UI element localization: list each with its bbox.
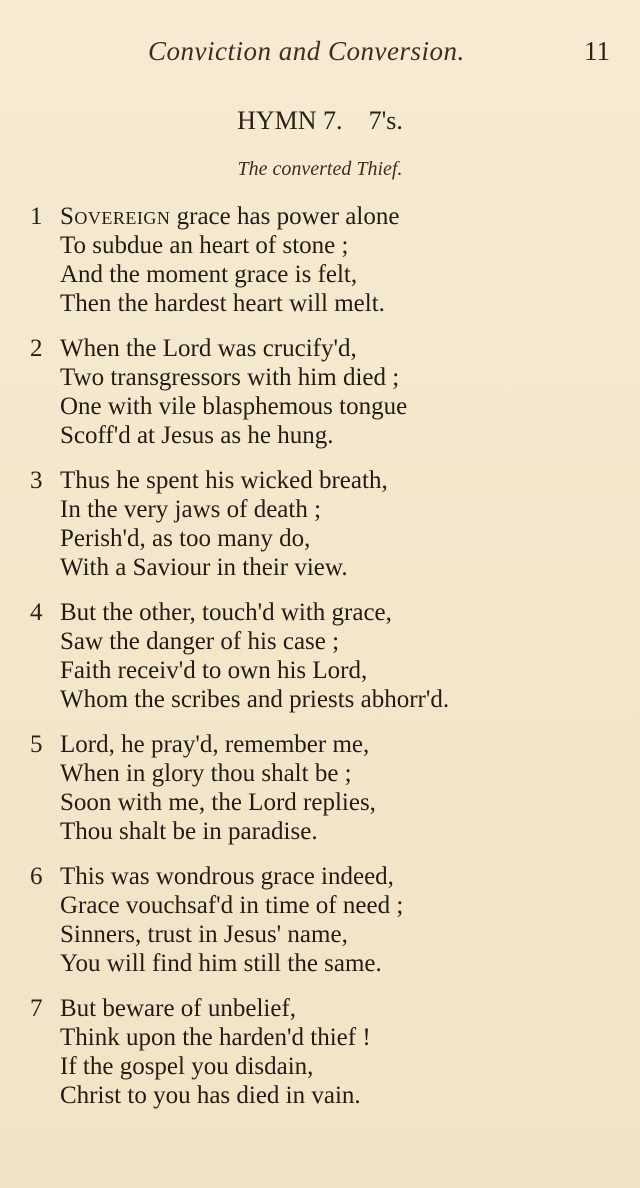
hymn-meter: 7's.: [368, 106, 403, 135]
verse-line: [60, 202, 399, 232]
stanza: [30, 466, 610, 598]
verse-line: You will find him still the same.: [60, 950, 382, 977]
verse-line: Think upon the harden'd thief !: [60, 1024, 371, 1051]
verse-line: And the moment grace is felt,: [60, 261, 358, 288]
stanza-number: 7: [30, 995, 43, 1022]
hymn-subtitle: The converted Thief.: [237, 158, 403, 180]
verse-line: Whom the scribes and priests abhorr'd.: [60, 686, 450, 713]
hymn-heading: [0, 106, 640, 136]
verse-line: If the gospel you disdain,: [60, 1053, 314, 1080]
verse-line: Grace vouchsaf'd in time of need ;: [60, 892, 404, 919]
stanza-number: 3: [30, 467, 43, 494]
stanza: [30, 598, 610, 730]
verse-line: Soon with me, the Lord replies,: [60, 789, 376, 816]
hymn-title: HYMN 7.: [237, 106, 343, 135]
verse-line: With a Saviour in their view.: [60, 554, 348, 581]
stanza-number: 1: [30, 203, 43, 230]
stanza-number: 4: [30, 599, 43, 626]
verse-line: In the very jaws of death ;: [60, 496, 322, 523]
verse-line: Perish'd, as too many do,: [60, 525, 311, 552]
stanza: [30, 994, 610, 1126]
verse-line: Faith receiv'd to own his Lord,: [60, 657, 368, 684]
stanza-number: 5: [30, 731, 43, 758]
verse-line: Sinners, trust in Jesus' name,: [60, 921, 348, 948]
verse-line: One with vile blasphemous tongue: [60, 393, 408, 420]
stanza: [30, 862, 610, 994]
running-head: Conviction and Conversion.: [148, 36, 465, 66]
stanza-number: 2: [30, 335, 43, 362]
stanza: [30, 202, 610, 334]
verse-line: Thus he spent his wicked breath,: [60, 467, 388, 494]
stanza: [30, 334, 610, 466]
verse-line: Two transgressors with him died ;: [60, 364, 400, 391]
verse-line: Thou shalt be in paradise.: [60, 818, 318, 845]
verse-line: Lord, he pray'd, remember me,: [60, 731, 370, 758]
verse-line: Saw the danger of his case ;: [60, 628, 340, 655]
verse-line: This was wondrous grace indeed,: [60, 863, 394, 890]
stanza: [30, 730, 610, 862]
verse-line: Christ to you has died in vain.: [60, 1082, 361, 1109]
verse-line: Scoff'd at Jesus as he hung.: [60, 422, 334, 449]
hymn-stanzas: [30, 202, 610, 1126]
verse-line-rest: grace has power alone: [170, 203, 400, 230]
stanza-number: 6: [30, 863, 43, 890]
verse-line: When in glory thou shalt be ;: [60, 760, 352, 787]
verse-line: Then the hardest heart will melt.: [60, 290, 385, 317]
initial-word: Sovereign: [60, 203, 171, 230]
verse-line: To subdue an heart of stone ;: [60, 232, 349, 259]
verse-line: But beware of unbelief,: [60, 995, 297, 1022]
verse-line: But the other, touch'd with grace,: [60, 599, 392, 626]
verse-line: When the Lord was crucify'd,: [60, 335, 357, 362]
page-number: 11: [584, 36, 610, 66]
